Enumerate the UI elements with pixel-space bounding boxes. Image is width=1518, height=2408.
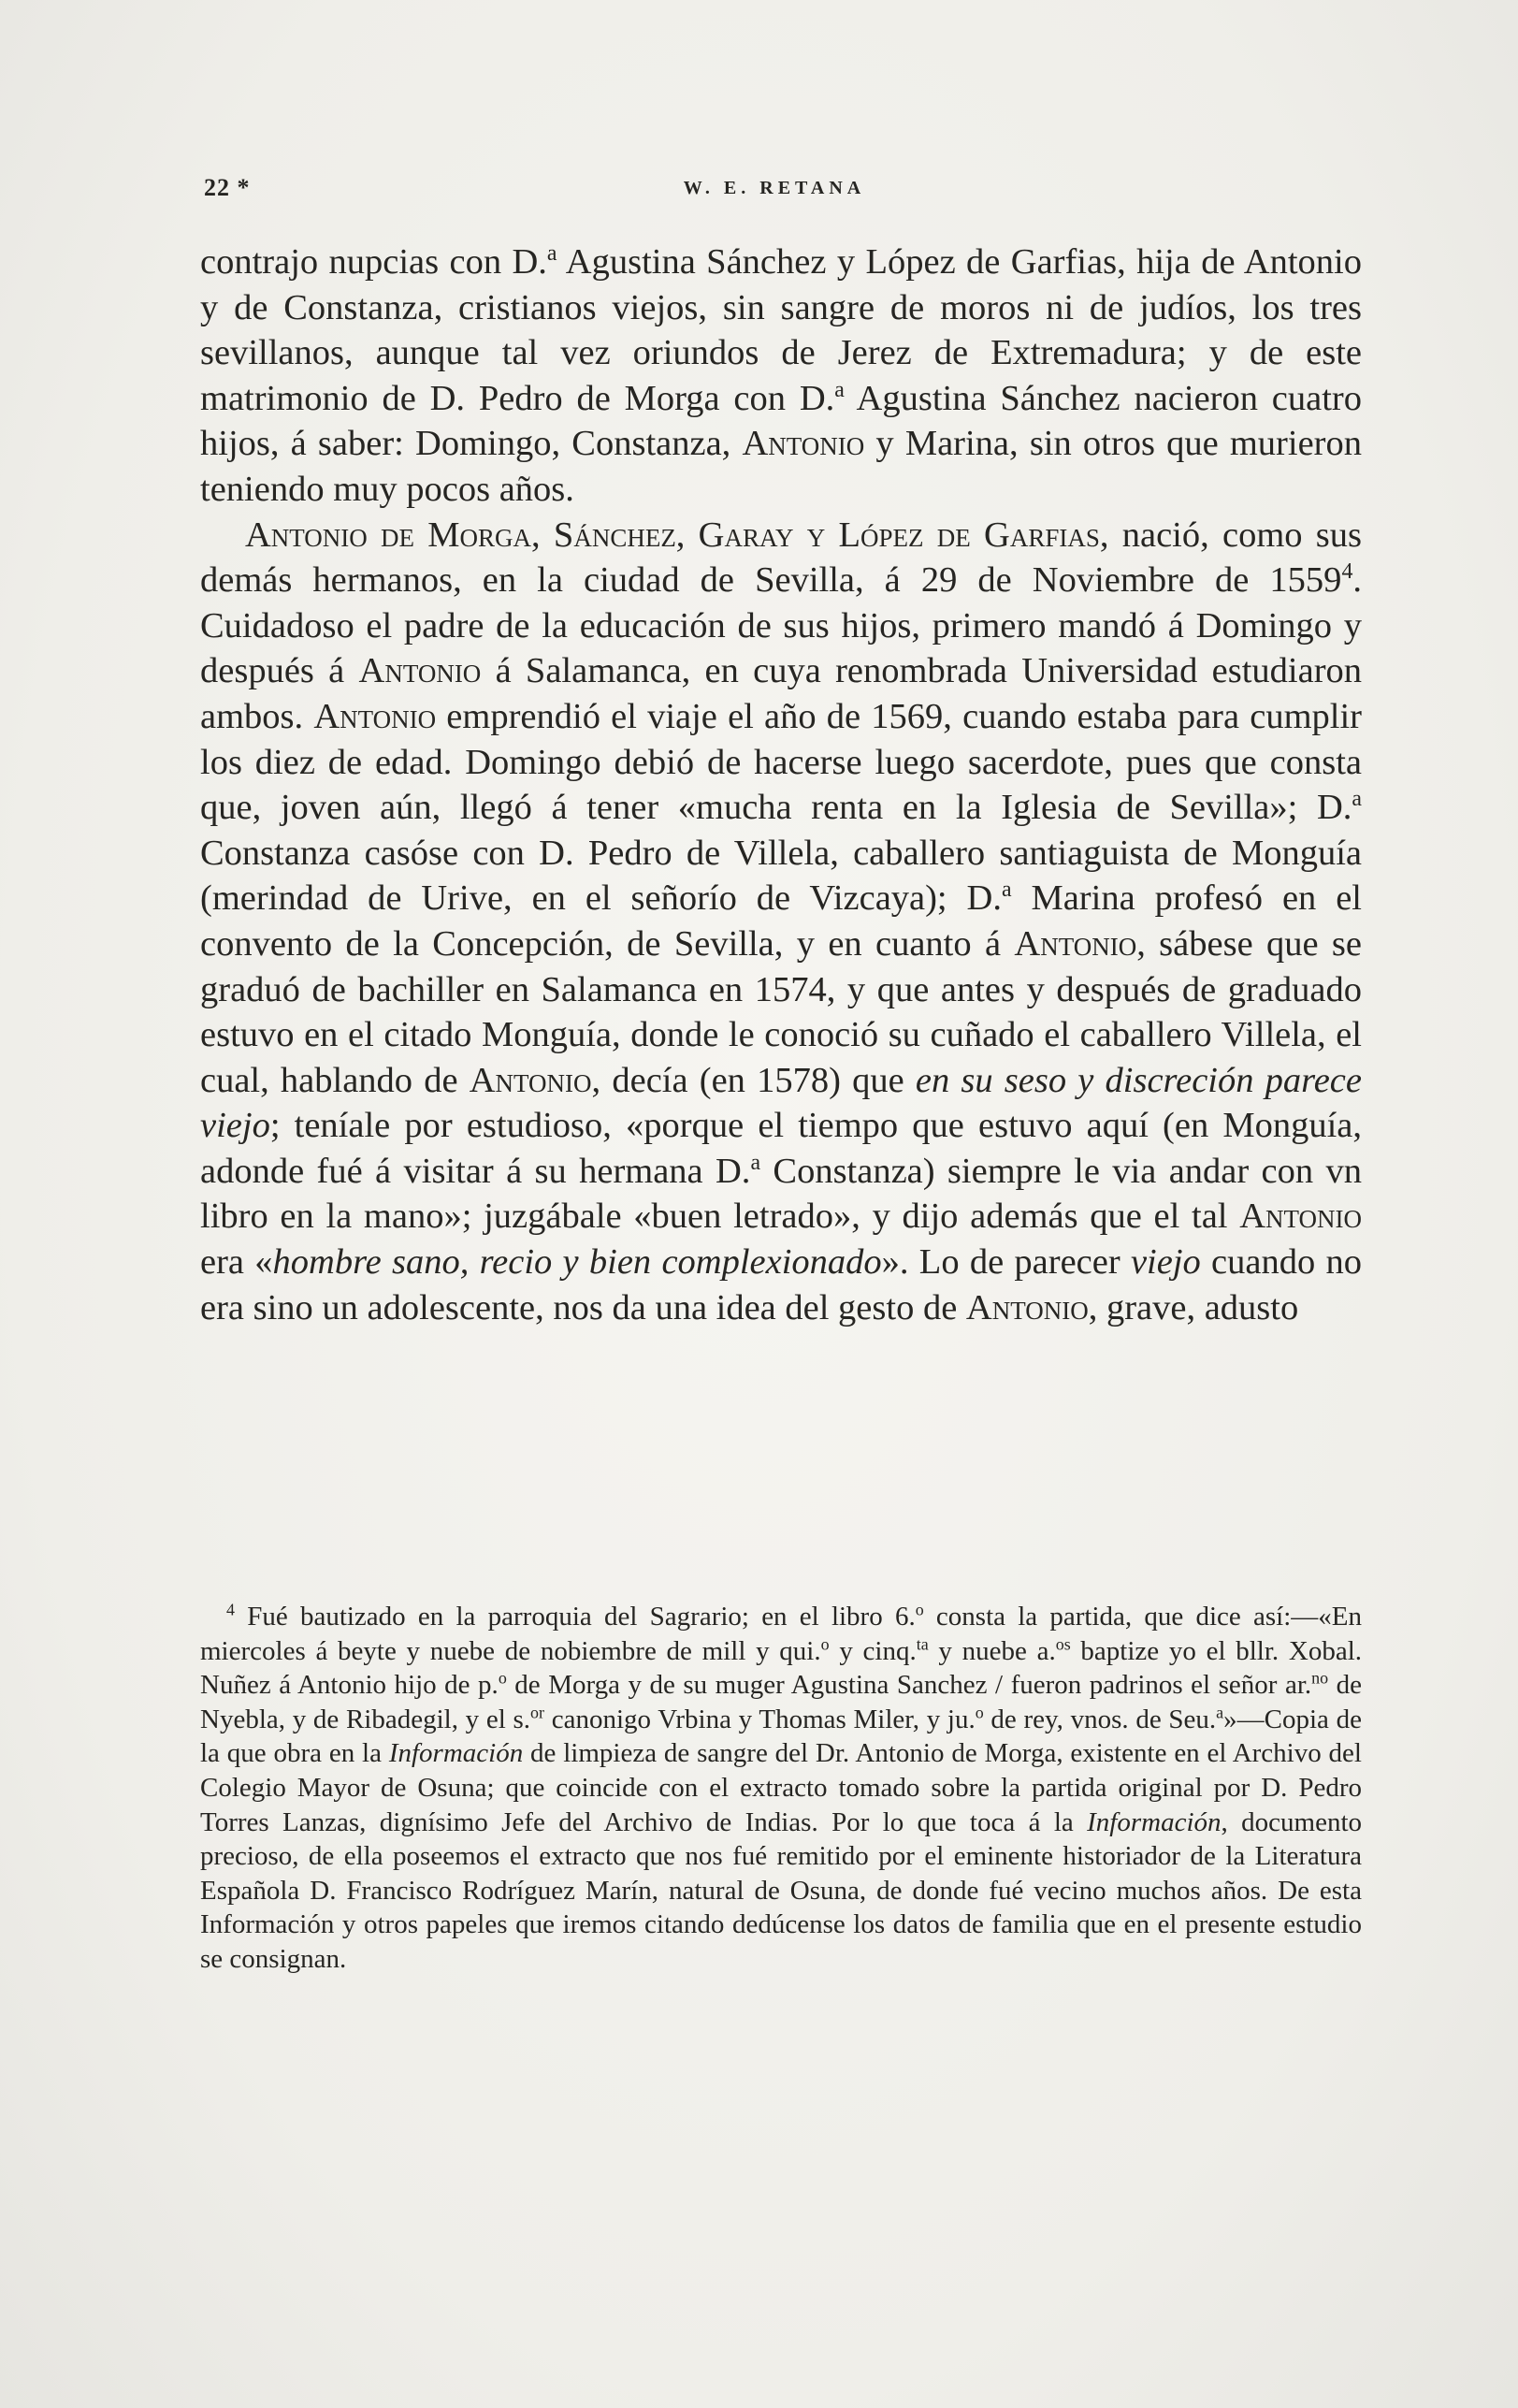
text-run: canonigo Vrbina y Thomas Miler, y ju. (544, 1704, 976, 1734)
superscript: a (1216, 1703, 1224, 1722)
superscript: o (820, 1633, 830, 1653)
text-run: emprendió el viaje el año de 1569, cuando estaba para cumplir los diez de edad. Domingo debió de hacerse luego sacerdote, pues que consta que, joven aún, llegó á tener «mucha renta en la Iglesia de Sevilla»; D. (200, 696, 1362, 828)
text-run: Fué bautizado en la parroquia del Sagrario; en el libro 6. (234, 1602, 916, 1632)
superscript: o (498, 1668, 507, 1688)
text-run: y cinq. (829, 1635, 917, 1666)
superscript: o (915, 1600, 924, 1619)
superscript: o (975, 1703, 984, 1722)
superscript: os (1055, 1633, 1071, 1653)
footnote-4 (200, 1600, 1362, 1977)
footnote-ref: 4 (1341, 559, 1353, 585)
paragraph-1 (200, 239, 1362, 513)
text-run: de rey, vnos. de Seu. (983, 1704, 1217, 1734)
italic-title: Información (1087, 1806, 1222, 1837)
text-run: ». Lo de parecer (881, 1242, 1131, 1283)
text-run: ; teníale por estudioso, «porque el tiempo que estuvo aquí (en Monguía, adonde fué á visitar á su hermana D. (200, 1106, 1362, 1191)
paragraph-2 (200, 513, 1362, 1331)
superscript: a (750, 1151, 761, 1176)
text-run: contrajo nupcias con D. (200, 242, 547, 282)
running-head: W. E. RETANA (683, 178, 866, 198)
small-caps-name: Antonio de Morga, Sánchez, Garay y López de Garfias, (245, 515, 1109, 555)
text-run: Marina profesó en el convento de la Concepción, de Sevilla, y en cuanto á (200, 878, 1362, 964)
superscript: a (1352, 787, 1362, 812)
text-run: Agustina Sánchez nacieron cuatro hijos, á saber: Domingo, Constanza, (200, 378, 1362, 464)
small-caps-name: Antonio (469, 1060, 592, 1100)
text-run: . Cuidadoso el padre de la educación de sus hijos, primero mandó á Domingo y después á (200, 560, 1362, 691)
body-text (200, 239, 1362, 1330)
footnote-number: 4 (226, 1600, 235, 1619)
small-caps-name: Antonio (1014, 923, 1137, 964)
text-run: , decía (en 1578) que (591, 1060, 916, 1100)
text-run: , documento precioso, de ella poseemos el extracto que nos fué remitido por el eminente historiador de la Literatura Española D. Francisco Rodríguez Marín, natural de Osuna, de donde fué vecino muchos años. De esta Información y otros papeles que iremos citando dedúcense los datos de familia que en el presente estudio se consignan. (200, 1806, 1362, 1974)
page-number: 22 * (204, 174, 251, 201)
text-run: á Salamanca, en cuya renombrada Universidad estudiaron ambos. (200, 651, 1363, 736)
page-header (204, 174, 1345, 211)
italic-word: viejo (1130, 1242, 1201, 1283)
footnotes (200, 1600, 1362, 1977)
text-run: Agustina Sánchez y López de Garfias, hija de Antonio y de Constanza, cristianos viejos, sin sangre de moros ni de judíos, los tres sevillanos, aunque tal vez oriundos de Jerez de Extremadura; y de este matrimonio de D. Pedro de Morga con D. (200, 242, 1362, 418)
text-run: »—Copia de la que obra en la (200, 1704, 1362, 1769)
text-run: y nuebe a. (928, 1635, 1056, 1666)
small-caps-name: Antonio (742, 424, 865, 464)
text-run: de Nyebla, y de Ribadegil, y el s. (200, 1670, 1362, 1734)
text-run: baptize yo el bllr. Xobal. Nuñez á Antonio hijo de p. (200, 1635, 1363, 1701)
superscript: or (530, 1703, 545, 1722)
superscript: a (834, 377, 845, 402)
small-caps-name: Antonio (1239, 1197, 1362, 1237)
text-run: de limpieza de sangre del Dr. Antonio de Morga, existente en el Archivo del Colegio Mayor de Osuna; que coincide con el extracto tomado sobre la partida original por D. Pedro Torres Lanzas, dignísimo Jefe del Archivo de Indias. Por lo que toca á la (200, 1738, 1362, 1837)
text-run: nació, como sus demás hermanos, en la ciudad de Sevilla, á 29 de Noviembre de 1559 (200, 515, 1363, 601)
text-run: consta la partida, que dice así:—«En miercoles á beyte y nuebe de nobiembre de mill y qui. (200, 1602, 1362, 1666)
superscript: a (546, 241, 557, 267)
italic-title: Información (388, 1738, 524, 1769)
text-run: , sábese que se graduó de bachiller en Salamanca en 1574, y que antes y después de graduado estuvo en el citado Monguía, donde le conoció su cuñado el caballero Villela, el cual, hablando de (200, 923, 1363, 1100)
superscript: ta (916, 1633, 929, 1653)
text-run: Constanza) siempre le via andar con vn libro en la mano»; juzgábale «buen letrado», y dijo además que el tal (200, 1151, 1362, 1237)
text-run: Constanza casóse con D. Pedro de Villela, caballero santiaguista de Monguía (merindad de Urive, en el señorío de Vizcaya); D. (200, 833, 1362, 919)
italic-quote: en su seso y discreción parece viejo (200, 1060, 1362, 1146)
text-run: , grave, adusto (1088, 1287, 1299, 1327)
small-caps-name: Antonio (313, 696, 437, 736)
italic-quote: hombre sano, recio y bien complexionado (272, 1242, 882, 1283)
text-run: de Morga y de su muger Agustina Sanchez / fueron padrinos el señor ar. (506, 1670, 1312, 1701)
superscript: no (1311, 1668, 1329, 1688)
small-caps-name: Antonio (965, 1287, 1089, 1327)
small-caps-name: Antonio (358, 651, 482, 691)
text-run: era « (200, 1242, 273, 1283)
superscript: a (1001, 878, 1012, 903)
text-run: cuando no era sino un adolescente, nos da una idea del gesto de (200, 1242, 1362, 1327)
text-run: y Marina, sin otros que murieron teniendo muy pocos años. (200, 424, 1362, 509)
